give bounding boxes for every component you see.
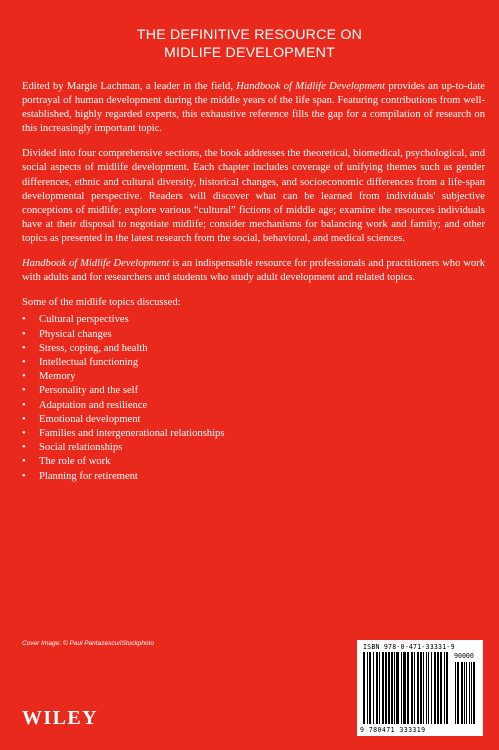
isbn-addon: 90000 (454, 652, 474, 660)
topic-item (22, 441, 485, 455)
topic-item (22, 455, 485, 469)
topic-item (22, 328, 485, 342)
topic-item (22, 413, 485, 427)
bullet-icon: • (22, 442, 26, 454)
bullet-icon: • (22, 371, 26, 383)
publisher-logo: WILEY (22, 707, 98, 729)
paragraph-1 (22, 80, 485, 136)
topic-label: Stress, coping, and health (39, 342, 148, 354)
heading-line-2: MIDLIFE DEVELOPMENT (164, 45, 335, 61)
paragraph-3 (22, 257, 485, 285)
topic-item (22, 384, 485, 398)
heading-line-1: THE DEFINITIVE RESOURCE ON (136, 27, 363, 43)
topic-label: The role of work (39, 456, 111, 468)
bullet-icon: • (22, 399, 26, 411)
barcode-icon (363, 652, 477, 724)
topic-label: Memory (39, 371, 76, 383)
barcode-box (357, 640, 483, 736)
topic-label: Cultural perspectives (39, 314, 129, 326)
topic-item (22, 399, 485, 413)
bullet-icon: • (22, 328, 26, 340)
bullet-icon: • (22, 427, 26, 439)
bullet-icon: • (22, 385, 26, 397)
topic-label: Planning for retirement (39, 470, 138, 482)
topic-item (22, 370, 485, 384)
description (22, 80, 485, 484)
topic-label: Adaptation and resilience (39, 399, 148, 411)
topic-item (22, 342, 485, 356)
paragraph-1-rest: provides an up-to-date portrayal of human development during the middle years of the life span. Featuring contributions from well-established, highly regarded experts, this exhaustive reference fills the gap for a compilation of research on this increasingly important topic. (22, 81, 485, 135)
book-title: Handbook of Midlife Development (22, 258, 170, 270)
topic-item (22, 427, 485, 441)
bullet-icon: • (22, 413, 26, 425)
topic-item (22, 356, 485, 370)
topic-label: Families and intergenerational relationships (39, 427, 225, 439)
bullet-icon: • (22, 456, 26, 468)
paragraph-2: Divided into four comprehensive sections, the book addresses the theoretical, biomedical, psychological, and social aspects of midlife development. Each chapter includes coverage of unifying themes such as gender differences, ethnic and cultural diversity, historical changes, and socioeconomic differences from a life-span developmental perspective. Readers will discover what can be learned from individuals' subjective conceptions of midlife; explore various “cultural” fictions of middle age; examine the resources individuals have at their disposal to negotiate midlife; consider mechanisms for balancing work and family; and other topics as presented in the latest research from the social, behavioral, and medical sciences. (22, 148, 485, 244)
cover-image-credit: Cover Image: © Paul Pantazescu/iStockphoto (22, 640, 154, 647)
topic-item (22, 470, 485, 484)
topic-item (22, 313, 485, 327)
topic-label: Personality and the self (39, 385, 139, 397)
bullet-icon: • (22, 342, 26, 354)
topic-label: Emotional development (39, 413, 141, 425)
paragraph-3-rest: is an indispensable resource for professionals and practitioners who work with adults and for researchers and students who study adult development and related topics. (22, 258, 485, 284)
book-title: Handbook of Midlife Development (236, 81, 386, 92)
topics-intro: Some of the midlife topics discussed: (22, 297, 181, 309)
paragraph-1-lead: Edited by Margie Lachman, a leader in the field, (22, 81, 237, 92)
topic-label: Intellectual functioning (39, 356, 139, 368)
topics-list (22, 313, 485, 483)
topic-label: Physical changes (39, 328, 112, 340)
barcode-digits: 9 780471 333319 (360, 726, 426, 734)
cover-heading (0, 26, 499, 62)
isbn-label: ISBN 978-0-471-33331-9 (363, 643, 455, 651)
topic-label: Social relationships (39, 442, 123, 454)
bullet-icon: • (22, 470, 26, 482)
bullet-icon: • (22, 356, 26, 368)
bullet-icon: • (22, 314, 26, 326)
